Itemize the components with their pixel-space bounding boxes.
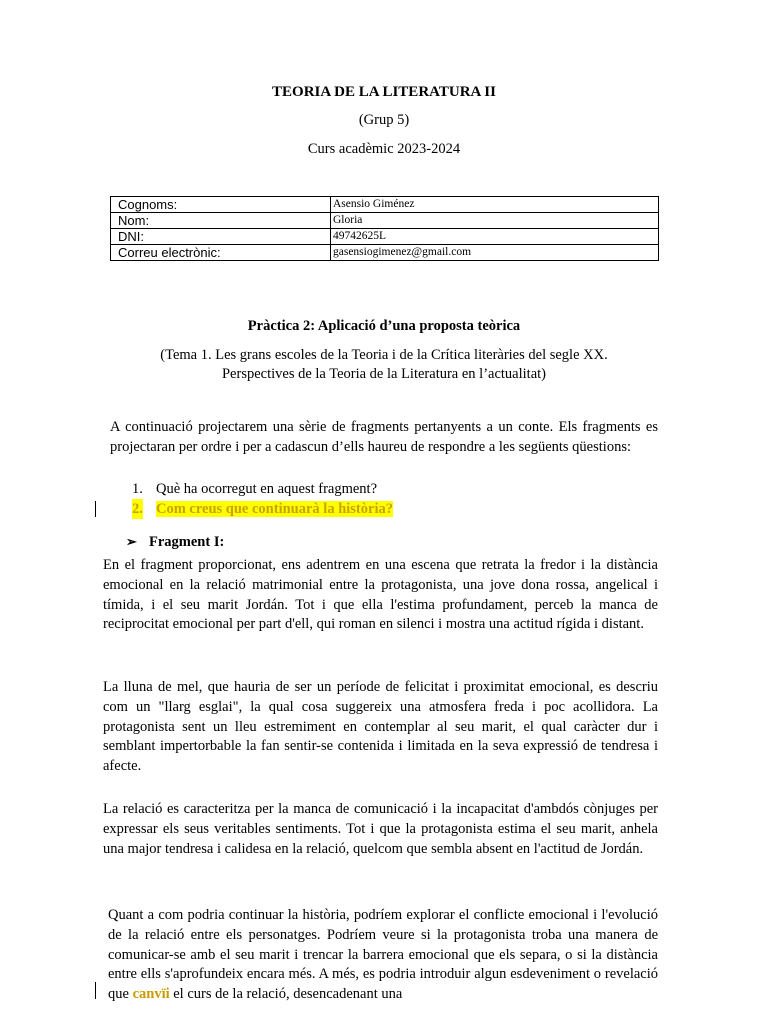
info-value: Asensio Giménez xyxy=(331,197,659,213)
fragment-paragraph-2: La lluna de mel, que hauria de ser un període de felicitat i proximitat emocional, es descriu com un "llarg esglai", la qual cosa suggereix una atmosfera freda i poc acollidora. La protagonista sent un lleu estremiment en contemplar al seu marit, el qual caràcter dur i semblant impertorbable la fan sentir-se contenida i limitada en la seva expressió de tendresa i afecte. xyxy=(103,679,658,775)
fragment-paragraph-1: En el fragment proporcionat, ens adentrem en una escena que retrata la fredor i la distància emocional en la relació matrimonial entre la protagonista, una jove dona rossa, angelical i tímida, i el seu marit Jordán. Tot i que ella l'estima profundament, perceb la manca de reciprocitat emocional per part d'ell, qui roman en silenci i mostra una actitud rígida i distant. xyxy=(103,557,658,633)
table-row xyxy=(111,213,659,229)
question-text: Què ha ocorregut en aquest fragment? xyxy=(156,481,378,497)
list-item xyxy=(130,479,393,499)
fragment-paragraph-4 xyxy=(108,906,658,1005)
info-label: Nom: xyxy=(111,213,331,229)
topic-line: Perspectives de la Teoria de la Literatura en l’actualitat) xyxy=(221,366,546,382)
academic-year: Curs acadèmic 2023-2024 xyxy=(307,141,461,157)
fragment-heading xyxy=(126,534,224,551)
paragraph-text: el curs de la relació, desencadenant una xyxy=(173,986,403,1003)
practice-title: Pràctica 2: Aplicació d’una proposta teòrica xyxy=(247,318,521,334)
text-cursor xyxy=(95,982,96,999)
list-number: 1. xyxy=(132,481,143,497)
table-row xyxy=(111,245,659,261)
question-text-highlighted: Com creus que continuarà la història? xyxy=(156,501,393,517)
paragraph-text: Quant a com podria continuar la història, podríem explorar el conflicte emocional i l'evolució de la relació entre els personatges. Podríem veure si la protagonista troba una manera de comunicar-se amb el seu marit i trencar la barrera emocional que els separa, o si la distància entre ells s'aprofundeix encara més. A més, es podria introduir algun esdeveniment o revelació que xyxy=(108,907,658,1003)
arrow-bullet-icon: ➢ xyxy=(126,534,137,549)
table-row xyxy=(111,197,659,213)
document-title: TEORIA DE LA LITERATURA II xyxy=(272,84,496,100)
intro-paragraph: A continuació projectarem una sèrie de fragments pertanyents a un conte. Els fragments es projectaran per ordre i per a cadascun d’ells haureu de respondre a les següents qüestions: xyxy=(110,419,658,455)
student-info-table xyxy=(110,196,659,261)
info-value: Gloria xyxy=(331,213,659,229)
fragment-paragraph-3: La relació es caracteritza per la manca de comunicació i la incapacitat d'ambdós cònjuges per expressar els seus veritables sentiments. Tot i que la protagonista estima el seu marit, anhela una major tendresa i calidesa en la relació, quelcom que sembla absent en l'actitud de Jordán. xyxy=(103,801,658,857)
list-number: 2. xyxy=(132,501,143,517)
topic-line: (Tema 1. Les grans escoles de la Teoria i de la Crítica literàries del segle XX. xyxy=(160,347,608,363)
table-row xyxy=(111,229,659,245)
questions-list xyxy=(130,479,393,519)
group-label: (Grup 5) xyxy=(358,112,410,128)
info-label: Cognoms: xyxy=(111,197,331,213)
list-item xyxy=(130,499,393,519)
info-label: Correu electrònic: xyxy=(111,245,331,261)
practice-topic xyxy=(0,346,768,384)
info-value: 49742625L xyxy=(331,229,659,245)
info-value: gasensiogimenez@gmail.com xyxy=(331,245,659,261)
info-label: DNI: xyxy=(111,229,331,245)
fragment-title: Fragment I: xyxy=(149,534,225,550)
highlighted-word: canvïi xyxy=(132,986,170,1003)
text-cursor xyxy=(95,501,96,517)
